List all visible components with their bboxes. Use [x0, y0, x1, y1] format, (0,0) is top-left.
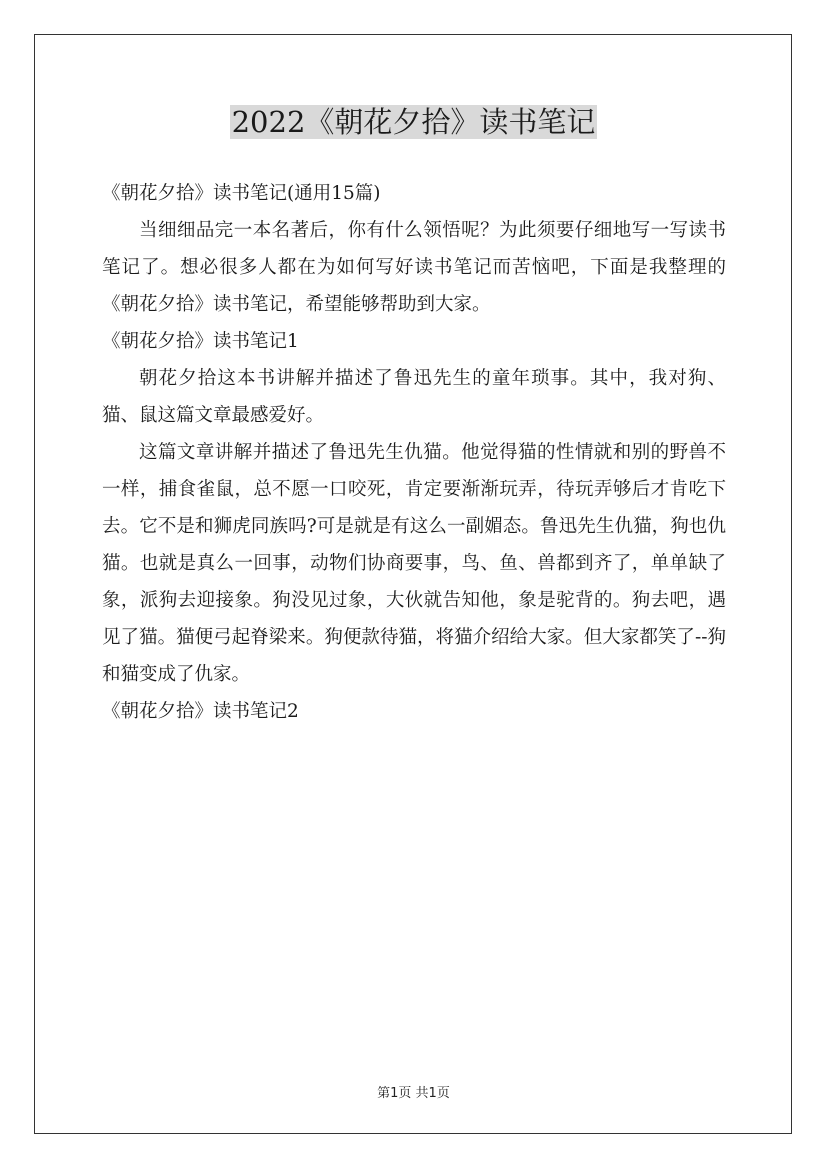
document-title — [0, 100, 827, 144]
page-number: 第1页 共1页 — [377, 1086, 450, 1101]
note-1-paragraph-1: 朝花夕拾这本书讲解并描述了鲁迅先生的童年琐事。其中，我对狗、猫、鼠这篇文章最感爱好。 — [102, 368, 726, 426]
note-1-paragraph-2: 这篇文章讲解并描述了鲁迅先生仇猫。他觉得猫的性情就和别的野兽不一样，捕食雀鼠，总不愿一口咬死，肯定要渐渐玩弄，待玩弄够后才肯吃下去。它不是和狮虎同族吗?可是就是有这么一副媚态。鲁迅先生仇猫，狗也仇猫。也就是真么一回事，动物们协商要事，鸟、鱼、兽都到齐了，单单缺了象，派狗去迎接象。狗没见过象，大伙就告知他，象是驼背的。狗去吧，遇见了猫。猫便弓起脊梁来。狗便款待猫，将猫介绍给大家。但大家都笑了--狗和猫变成了仇家。 — [102, 442, 726, 685]
section-heading-intro: 《朝花夕拾》读书笔记(通用15篇) — [102, 183, 381, 204]
document-body — [102, 175, 726, 730]
page-footer — [0, 1082, 827, 1101]
intro-paragraph: 当细细品完一本名著后，你有什么领悟呢？为此须要仔细地写一写读书笔记了。想必很多人都在为如何写好读书笔记而苦恼吧，下面是我整理的《朝花夕拾》读书笔记，希望能够帮助到大家。 — [102, 220, 726, 315]
section-heading-note-2: 《朝花夕拾》读书笔记2 — [102, 701, 299, 722]
section-heading-note-1: 《朝花夕拾》读书笔记1 — [102, 331, 299, 352]
document-title-text: 2022《朝花夕拾》读书笔记 — [231, 105, 596, 139]
